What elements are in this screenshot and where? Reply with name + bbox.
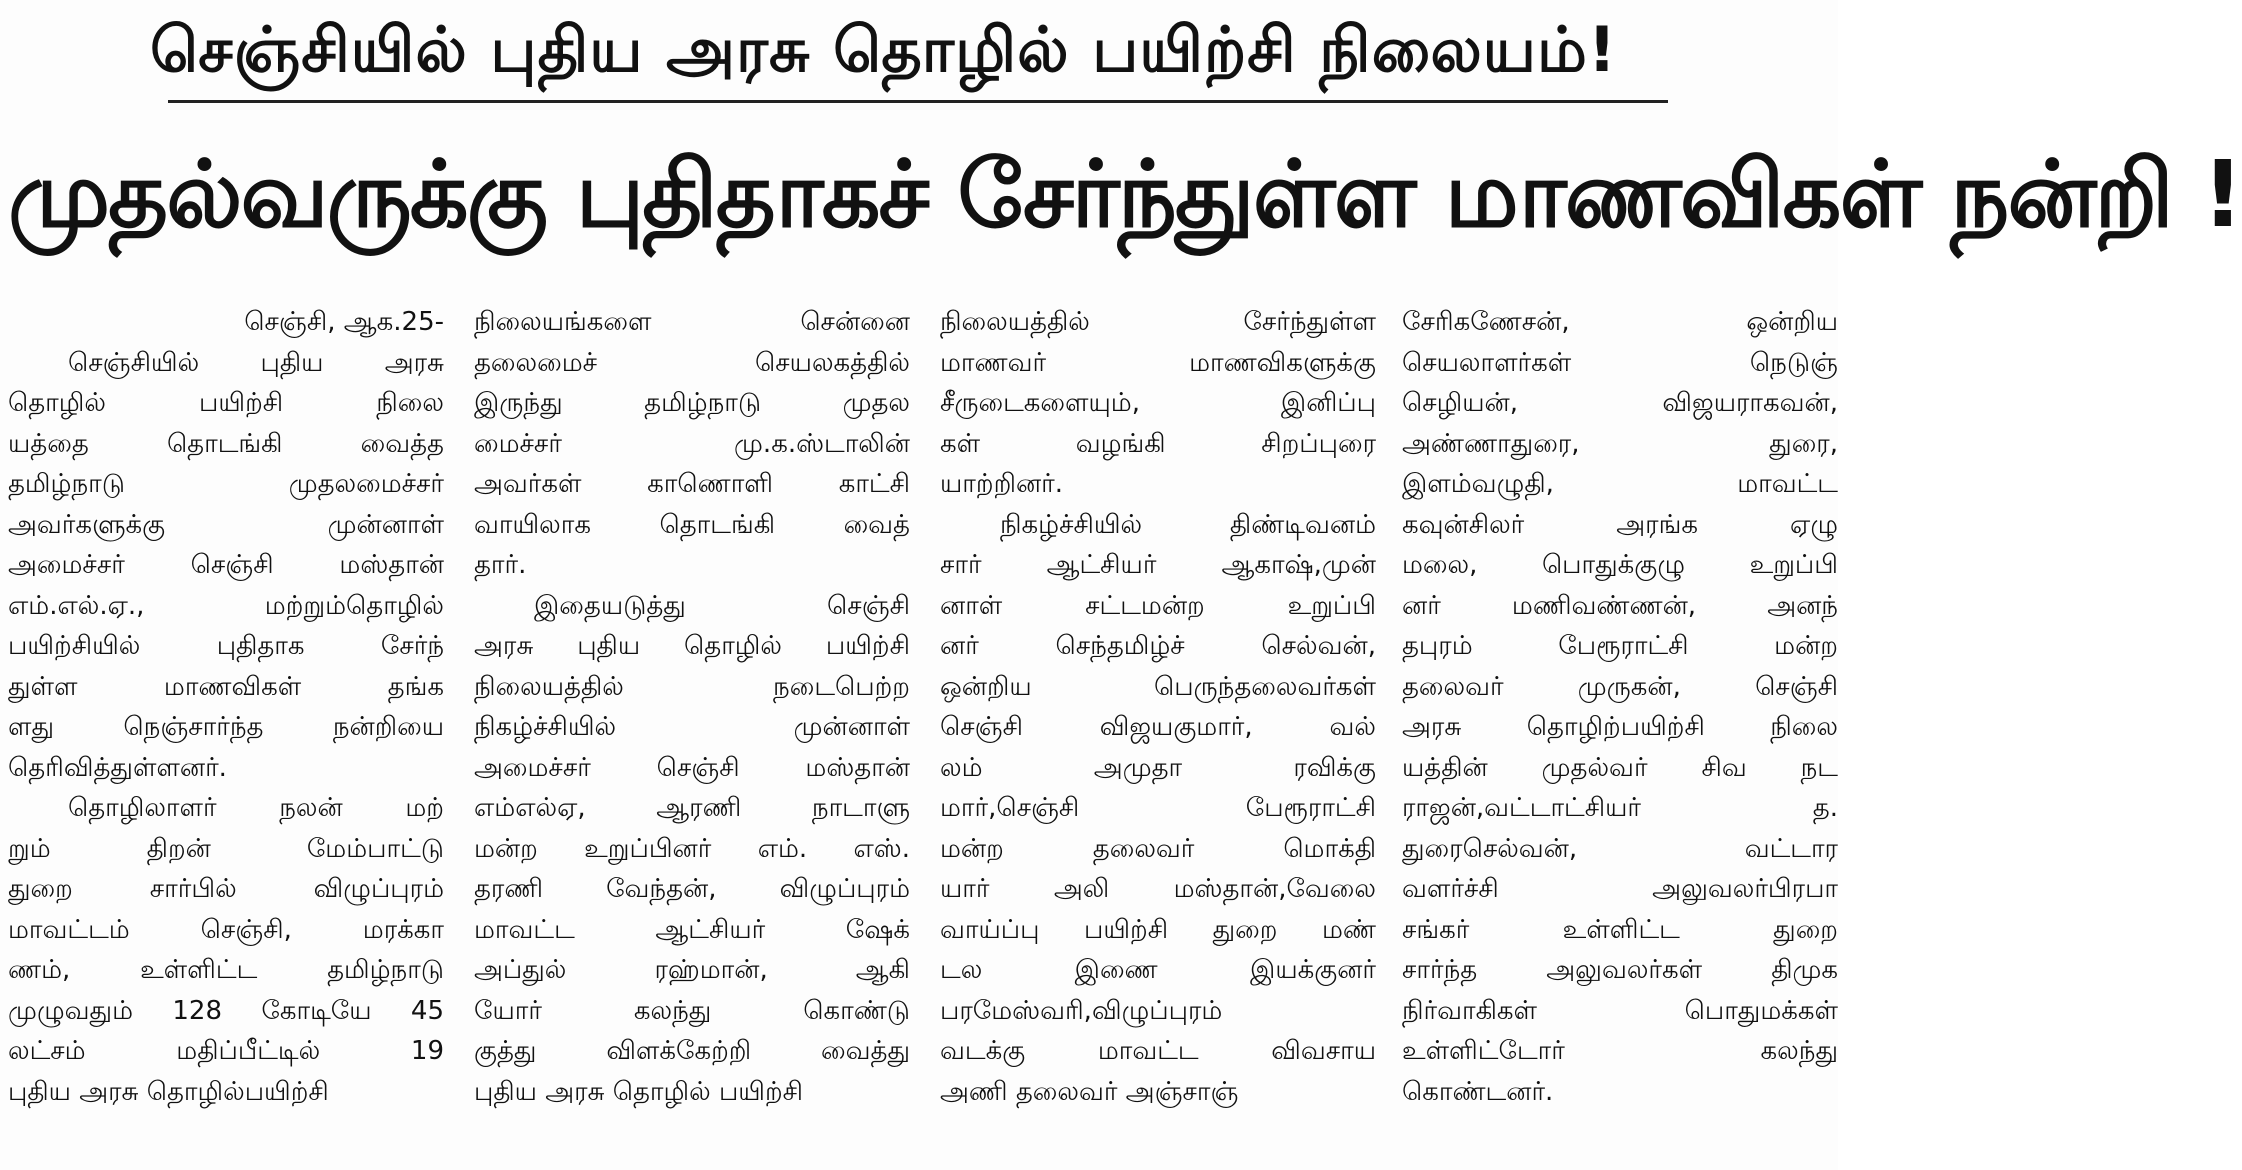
- article-line: சார் ஆட்சியர் ஆகாஷ்,முன்: [940, 550, 1376, 580]
- article-line: மலை, பொதுக்குழு உறுப்பி: [1402, 550, 1838, 580]
- article-line: எம்.எல்.ஏ., மற்றும்தொழில்: [8, 590, 444, 621]
- article-line: நிலையத்தில் சேர்ந்துள்ள: [940, 307, 1376, 337]
- article-line: மாணவர் மாணவிகளுக்கு: [940, 347, 1376, 378]
- main-headline: முதல்வருக்கு புதிதாகச் சேர்ந்துள்ள மாணவிகள் நன்றி !: [8, 141, 2242, 248]
- article-line: சேரிகணேசன், ஒன்றிய: [1402, 307, 1838, 337]
- article-line: தொழிலாளர் நலன் மற்: [68, 793, 444, 823]
- article-line: தமிழ்நாடு முதலமைச்சர்: [8, 469, 444, 499]
- article-line: ராஜன்,வட்டாட்சியர் த.: [1402, 793, 1838, 823]
- article-line: பரமேஸ்வரி,விழுப்புரம்: [940, 995, 1223, 1026]
- article-line: சங்கர் உள்ளிட்ட துறை: [1402, 914, 1838, 945]
- article-line: லம் அமுதா ரவிக்கு: [940, 752, 1376, 783]
- article-column-2: [474, 302, 910, 1160]
- article-line: வளர்ச்சி அலுவலர்பிரபா: [1402, 874, 1838, 904]
- article-line: தலைமைச் செயலகத்தில்: [474, 347, 910, 378]
- article-line: நிலையத்தில் நடைபெற்ற: [474, 671, 910, 702]
- article-line: மார்,செஞ்சி பேரூராட்சி: [940, 793, 1376, 823]
- article-line: கொண்டனர்.: [1402, 1076, 1554, 1107]
- article-line: வாயிலாக தொடங்கி வைத்: [474, 509, 910, 540]
- article-line: யத்தை தொடங்கி வைத்த: [8, 428, 444, 459]
- article-line: இளம்வழுதி, மாவட்ட: [1402, 469, 1838, 499]
- article-line: புதிய அரசு தொழில்பயிற்சி: [8, 1076, 329, 1107]
- article-line: அப்துல் ரஹ்மான், ஆகி: [474, 955, 910, 985]
- article-line: செஞ்சியில் புதிய அரசு: [68, 347, 444, 378]
- article-line: யார் அலி மஸ்தான்,வேலை: [940, 874, 1376, 904]
- sub-headline: செஞ்சியில் புதிய அரசு தொழில் பயிற்சி நிலையம்!: [150, 13, 1618, 86]
- article-line: வடக்கு மாவட்ட விவசாய: [940, 1036, 1376, 1066]
- article-line: அவர்கள் காணொளி காட்சி: [474, 469, 910, 499]
- article-line: நிகழ்ச்சியில் முன்னாள்: [474, 712, 910, 742]
- article-line: முழுவதும் 128 கோடியே 45: [8, 995, 444, 1026]
- article-line: கள் வழங்கி சிறப்புரை: [940, 428, 1376, 459]
- article-line: நிர்வாகிகள் பொதுமக்கள்: [1402, 995, 1838, 1026]
- article-column-1: [8, 302, 444, 1160]
- article-line: இருந்து தமிழ்நாடு முதல: [474, 388, 910, 418]
- article-line: யத்தின் முதல்வர் சிவ நட: [1402, 752, 1838, 783]
- article-line: எம்எல்ஏ, ஆரணி நாடாளு: [474, 793, 910, 823]
- article-line: தபுரம் பேரூராட்சி மன்ற: [1402, 631, 1838, 661]
- article-line: ணம், உள்ளிட்ட தமிழ்நாடு: [8, 955, 444, 985]
- article-line: வாய்ப்பு பயிற்சி துறை மண்: [940, 914, 1376, 945]
- article-line: அரசு தொழிற்பயிற்சி நிலை: [1402, 712, 1838, 742]
- article-line: செஞ்சி விஜயகுமார், வல்: [940, 712, 1376, 742]
- article-line: புதிய அரசு தொழில் பயிற்சி: [474, 1076, 804, 1107]
- article-line: நிகழ்ச்சியில் திண்டிவனம்: [1000, 509, 1376, 540]
- article-line: லட்சம் மதிப்பீட்டில் 19: [8, 1036, 444, 1066]
- article-line: டல இணை இயக்குனர்: [940, 955, 1376, 985]
- article-line: சார்ந்த அலுவலர்கள் திமுக: [1402, 955, 1838, 985]
- article-line: மாவட்ட ஆட்சியர் ஷேக்: [474, 914, 910, 945]
- article-column-4: [1402, 302, 1838, 1160]
- article-line: னர் மணிவண்ணன், அனந்: [1402, 590, 1838, 621]
- article-line: அமைச்சர் செஞ்சி மஸ்தான்: [8, 550, 444, 580]
- article-line: னர் செந்தமிழ்ச் செல்வன்,: [940, 631, 1376, 661]
- article-line: ளது நெஞ்சார்ந்த நன்றியை: [8, 712, 444, 742]
- article-line: துறை சார்பில் விழுப்புரம்: [8, 874, 444, 904]
- article-line: மைச்சர் மு.க.ஸ்டாலின்: [474, 428, 910, 459]
- article-line: தார்.: [474, 550, 527, 580]
- article-column-3: [940, 302, 1376, 1160]
- article-line: அவர்களுக்கு முன்னாள்: [8, 509, 444, 540]
- article-line: கவுன்சிலர் அரங்க ஏழு: [1402, 509, 1838, 540]
- article-line: குத்து விளக்கேற்றி வைத்து: [474, 1036, 910, 1066]
- article-line: துரைசெல்வன், வட்டார: [1402, 833, 1838, 864]
- article-line: நிலையங்களை சென்னை: [474, 307, 910, 337]
- article-line: இதையடுத்து செஞ்சி: [534, 590, 910, 621]
- article-line: அண்ணாதுரை, துரை,: [1402, 428, 1838, 459]
- article-line: மன்ற தலைவர் மொக்தி: [940, 833, 1376, 864]
- article-line: சீருடைகளையும், இனிப்பு: [940, 388, 1376, 418]
- article-line: றும் திறன் மேம்பாட்டு: [8, 833, 444, 864]
- article-line: மன்ற உறுப்பினர் எம். எஸ்.: [474, 833, 910, 864]
- article-line: யாற்றினர்.: [940, 469, 1064, 499]
- article-line: யோர் கலந்து கொண்டு: [474, 995, 910, 1026]
- article-line: செஞ்சி, ஆக.25-: [244, 307, 444, 337]
- article-line: செயலாளர்கள் நெடுஞ்: [1402, 347, 1838, 378]
- article-line: உள்ளிட்டோர் கலந்து: [1402, 1036, 1838, 1066]
- article-line: தொழில் பயிற்சி நிலை: [8, 388, 444, 418]
- headline-divider: [168, 100, 1668, 103]
- article-line: அணி தலைவர் அஞ்சாஞ்: [940, 1076, 1239, 1107]
- article-line: னாள் சட்டமன்ற உறுப்பி: [940, 590, 1376, 621]
- article-line: அமைச்சர் செஞ்சி மஸ்தான்: [474, 752, 910, 783]
- article-line: ஒன்றிய பெருந்தலைவர்கள்: [940, 671, 1376, 702]
- article-line: பயிற்சியில் புதிதாக சேர்ந்: [8, 631, 444, 661]
- article-line: தலைவர் முருகன், செஞ்சி: [1402, 671, 1838, 702]
- article-line: மாவட்டம் செஞ்சி, மரக்கா: [8, 914, 444, 945]
- article-line: தரணி வேந்தன், விழுப்புரம்: [474, 874, 910, 904]
- article-line: அரசு புதிய தொழில் பயிற்சி: [474, 631, 910, 661]
- article-line: செழியன், விஜயராகவன்,: [1402, 388, 1838, 418]
- article-line: தெரிவித்துள்ளனர்.: [8, 752, 227, 783]
- article-line: துள்ள மாணவிகள் தங்க: [8, 671, 444, 702]
